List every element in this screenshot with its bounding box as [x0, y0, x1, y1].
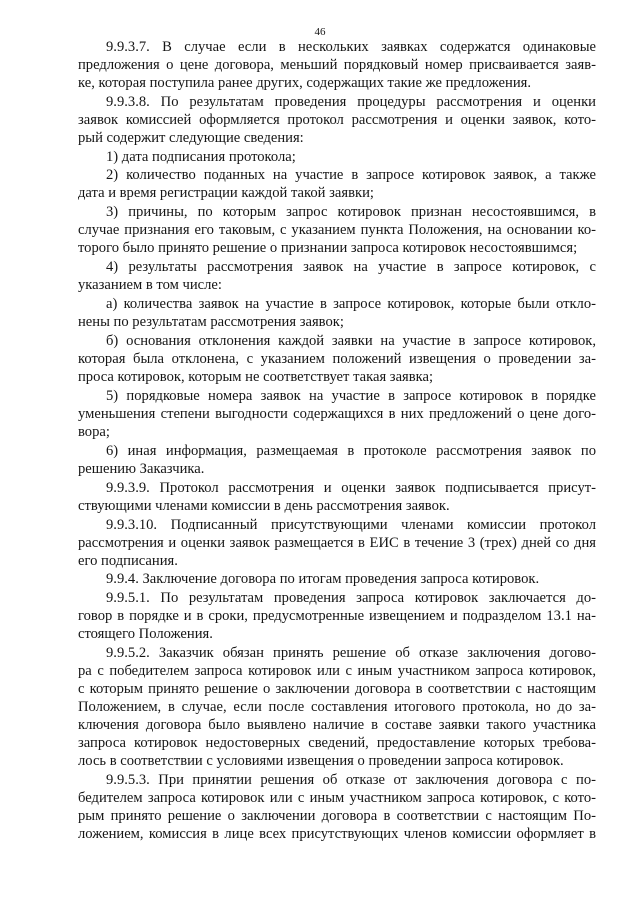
list-item: 2) количество поданных на участие в запросе котировок заявок, а также — [106, 167, 596, 183]
list-item: а) количества заявок на участие в запросе котировок, которые были отклo- — [106, 296, 596, 312]
text-line: которая была отклонена, с указанием положений извещения о проведении за- — [78, 351, 596, 367]
text-line: рым принято решение о заключении договора в соответствии с настоящим По- — [78, 808, 596, 824]
list-item: 4) результаты рассмотрения заявок на участие в запросе котировок, с — [106, 259, 596, 275]
text-line: ра с победителем запроса котировок или с иным участником запроса котировок, — [78, 663, 596, 679]
list-item: 1) дата подписания протокола; — [106, 149, 296, 165]
text-line: его подписания. — [78, 553, 178, 569]
text-line: 9.9.5.3. При принятии решения об отказе от заключения договора с по- — [106, 772, 596, 788]
text-line: с которым принято решение о заключении договора в соответствии с настоящим — [78, 681, 596, 697]
list-item: б) основания отклонения каждой заявки на участие в запросе котировок, — [106, 333, 596, 349]
text-line: 9.9.3.9. Протокол рассмотрения и оценки заявок подписывается присут- — [106, 480, 596, 496]
text-line: ложением, комиссия в лице всех присутствующих членов комиссии оформляет в — [78, 826, 596, 842]
text-line: стоящего Положения. — [78, 626, 213, 642]
text-line: бедителем запроса котировок или с иным участником запроса котировок, с кото- — [78, 790, 596, 806]
list-item: 6) иная информация, размещаемая в протоколе рассмотрения заявок по — [106, 443, 596, 459]
text-line: 9.9.5.1. По результатам проведения запроса котировок заключается до- — [106, 590, 596, 606]
text-line: 9.9.5.2. Заказчик обязан принять решение об отказе заключения догово- — [106, 645, 596, 661]
text-line: 9.9.3.8. По результатам проведения процедуры рассмотрения и оценки — [106, 94, 596, 110]
text-line: дата и время регистрации каждой такой заявки; — [78, 185, 374, 201]
text-line: решению Заказчика. — [78, 461, 205, 477]
text-line: указанием в том числе: — [78, 277, 222, 293]
text-line: рый содержит следующие сведения: — [78, 130, 304, 146]
text-line: вора; — [78, 424, 110, 440]
text-line: говор в порядке и в сроки, предусмотренные извещением и подразделом 13.1 на- — [78, 608, 596, 624]
text-line: заявок комиссией оформляется протокол рассмотрения и оценки заявок, кото- — [78, 112, 596, 128]
text-line: ке, которая поступила ранее других, содержащих такие же предложения. — [78, 75, 531, 91]
section-heading: 9.9.4. Заключение договора по итогам проведения запроса котировок. — [106, 571, 540, 587]
list-item: 5) порядковые номера заявок на участие в запросе котировок в порядке — [106, 388, 596, 404]
text-line: лось в соответствии с условиями извещения о проведении запроса котировок. — [78, 753, 564, 769]
text-line: предложения о цене договора, меньший порядковый номер присваивается заяв- — [78, 57, 596, 73]
text-line: нены по результатам рассмотрения заявок; — [78, 314, 344, 330]
text-line: запроса котировок недостоверных сведений, предоставление которых требова- — [78, 735, 596, 751]
page-number: 46 — [314, 26, 326, 38]
text-line: Положением, в случае, если после составления итогового протокола, но до за- — [78, 699, 596, 715]
text-line: 9.9.3.10. Подписанный присутствующими членами комиссии протокол — [106, 517, 596, 533]
list-item: 3) причины, по которым запрос котировок признан несостоявшимся, в — [106, 204, 596, 220]
text-line: проса котировок, которым не соответствует такая заявка; — [78, 369, 434, 385]
text-line: 9.9.3.7. В случае если в нескольких заявках содержатся одинаковые — [106, 39, 596, 55]
text-line: уменьшения степени выгодности содержащихся в них предложений о цене дого- — [78, 406, 596, 422]
text-line: ключения договора было выявлено наличие в составе заявки такого участника — [78, 717, 596, 733]
text-line: случае признания его таковым, с указанием пункта Положения, на основании ко- — [78, 222, 596, 238]
text-line: торого было принято решение о признании запроса котировок несостоявшимся; — [78, 240, 578, 256]
text-line: рассмотрения и оценки заявок размещается в ЕИС в течение 3 (трех) дней со дня — [78, 535, 596, 551]
text-line: ствующими членами комиссии в день рассмотрения заявок. — [78, 498, 450, 514]
